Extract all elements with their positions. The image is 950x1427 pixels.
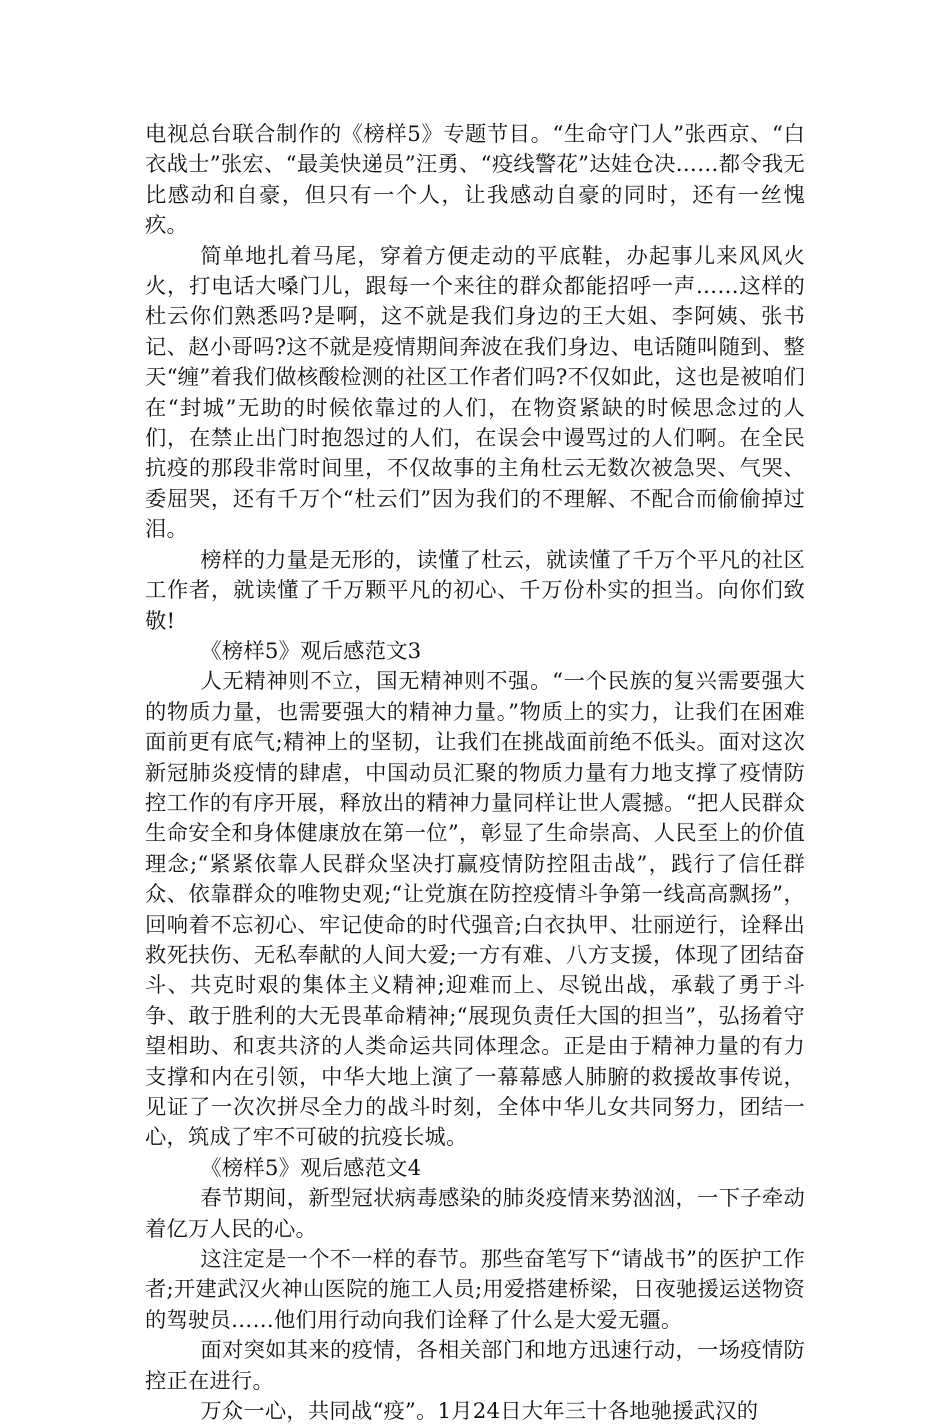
section-heading: 《榜样5》观后感范文3	[200, 638, 422, 664]
paragraph: 人无精神则不立，国无精神则不强。“一个民族的复兴需要强大的物质力量，也需要强大的精神力量。”物质上的实力，让我们在困难面前更有底气;精神上的坚韧，让我们在挑战面前绝不低头。面对这次新冠肺炎疫情的肆虐，中国动员汇聚的物质力量有力地支撑了疫情防控工作的有序开展，释放出的精神力量同样让世人震撼。“把人民群众生命安全和身体健康放在第一位”，彰显了生命崇高、人民至上的价值理念;“紧紧依靠人民群众坚决打赢疫情防控阻击战”，践行了信任群众、依靠群众的唯物史观;“让党旗在防控疫情斗争第一线高高飘扬”，回响着不忘初心、牢记使命的时代强音;白衣执甲、壮丽逆行，诠释出救死扶伤、无私奉献的人间大爱;一方有难、八方支援，体现了团结奋斗、共克时艰的集体主义精神;迎难而上、尽锐出战，承载了勇于斗争、敢于胜利的大无畏革命精神;“展现负责任大国的担当”，弘扬着守望相助、和衷共济的人类命运共同体理念。正是由于精神力量的有力支撑和内在引领，中华大地上演了一幕幕感人肺腑的救援故事传说，见证了一次次拼尽全力的战斗时刻，全体中华儿女共同努力，团结一心，筑成了牢不可破的抗疫长城。	[145, 669, 805, 1151]
paragraph: 简单地扎着马尾，穿着方便走动的平底鞋，办起事儿来风风火火，打电话大嗓门儿，跟每一个来往的群众都能招呼一声……这样的杜云你们熟悉吗?是啊，这不就是我们身边的王大姐、李阿姨、张书记、赵小哥吗?这不就是疫情期间奔波在我们身边、电话随叫随到、整天“缠”着我们做核酸检测的社区工作者们吗?不仅如此，这也是被咱们在“封城”无助的时候依靠过的人们，在物资紧缺的时候思念过的人们，在禁止出门时抱怨过的人们，在误会中谩骂过的人们啊。在全民抗疫的那段非常时间里，不仅故事的主角杜云无数次被急哭、气哭、委屈哭，还有千万个“杜云们”因为我们的不理解、不配合而偷偷掉过泪。	[145, 243, 805, 543]
document-body	[145, 120, 805, 1427]
section-heading: 《榜样5》观后感范文4	[200, 1155, 422, 1181]
paragraph: 面对突如其来的疫情，各相关部门和地方迅速行动，一场疫情防控正在进行。	[145, 1338, 805, 1394]
paragraph-continuation: 电视总台联合制作的《榜样5》专题节目。“生命守门人”张西京、“白衣战士”张宏、“最美快递员”汪勇、“疫线警花”达娃仓决……都令我无比感动和自豪，但只有一个人，让我感动自豪的同时，还有一丝愧疚。	[145, 122, 805, 239]
paragraph: 万众一心，共同战“疫”。1月24日大年三十各地驰援武汉的	[200, 1399, 759, 1425]
paragraph: 榜样的力量是无形的，读懂了杜云，就读懂了千万个平凡的社区工作者，就读懂了千万颗平凡的初心、千万份朴实的担当。向你们致敬!	[145, 547, 805, 634]
paragraph: 春节期间，新型冠状病毒感染的肺炎疫情来势汹汹，一下子牵动着亿万人民的心。	[145, 1186, 805, 1242]
paragraph: 这注定是一个不一样的春节。那些奋笔写下“请战书”的医护工作者;开建武汉火神山医院的施工人员;用爱搭建桥梁，日夜驰援运送物资的驾驶员……他们用行动向我们诠释了什么是大爱无疆。	[145, 1247, 805, 1333]
